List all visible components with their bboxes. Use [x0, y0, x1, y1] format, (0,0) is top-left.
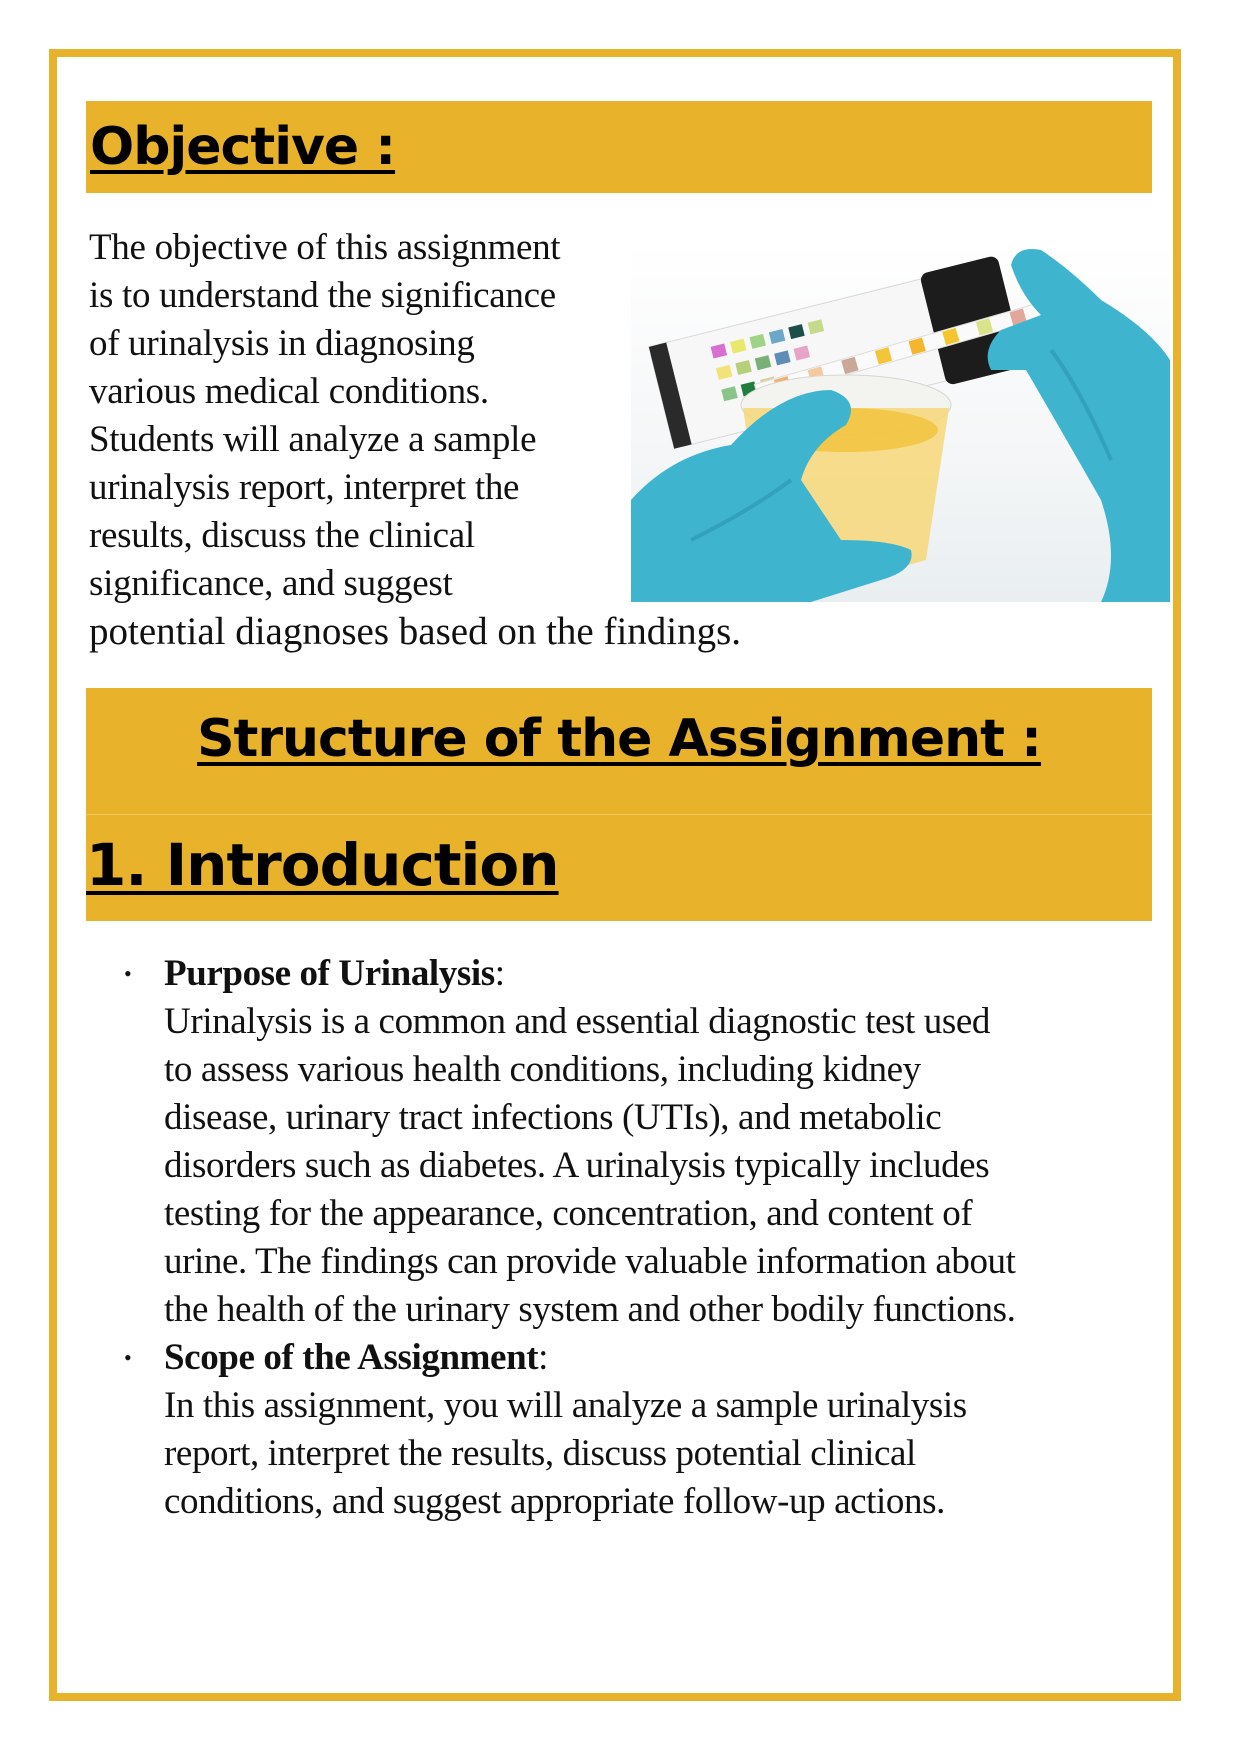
objective-line: is to understand the significance	[89, 275, 556, 316]
urinalysis-photo	[631, 240, 1170, 602]
item-line: testing for the appearance, concentration, and content of	[164, 1193, 973, 1234]
objective-heading-bar	[86, 101, 1152, 193]
item-line: to assess various health conditions, including kidney	[164, 1049, 921, 1090]
list-item-scope	[114, 1334, 1174, 1526]
objective-line: significance, and suggest	[89, 563, 453, 604]
objective-line: urinalysis report, interpret the	[89, 467, 520, 508]
objective-last-line: potential diagnoses based on the findings.	[89, 610, 742, 653]
item-colon: :	[538, 1337, 549, 1378]
item-line: disorders such as diabetes. A urinalysis typically includes	[164, 1145, 990, 1186]
introduction-heading-bar	[86, 814, 1152, 921]
introduction-heading: 1. Introduction	[86, 831, 559, 899]
bullet-icon: •	[124, 1345, 132, 1370]
urinalysis-illustration-icon	[631, 240, 1170, 602]
item-line: conditions, and suggest appropriate follow-up actions.	[164, 1481, 945, 1522]
item-colon: :	[494, 953, 505, 994]
objective-line: various medical conditions.	[89, 371, 489, 412]
item-line: Urinalysis is a common and essential diagnostic test used	[164, 1001, 990, 1042]
item-title: Purpose of Urinalysis	[164, 953, 495, 994]
objective-paragraph	[89, 224, 649, 608]
bullet-icon: •	[124, 961, 132, 986]
item-line: urine. The findings can provide valuable information about	[164, 1241, 1016, 1282]
item-line: report, interpret the results, discuss potential clinical	[164, 1433, 916, 1474]
objective-line: of urinalysis in diagnosing	[89, 323, 475, 364]
item-title: Scope of the Assignment	[164, 1337, 539, 1378]
list-item-purpose	[114, 950, 1174, 1334]
objective-heading: Objective :	[90, 117, 396, 177]
objective-line: The objective of this assignment	[89, 227, 561, 268]
objective-line: results, discuss the clinical	[89, 515, 475, 556]
structure-heading: Structure of the Assignment :	[197, 709, 1041, 769]
objective-line: Students will analyze a sample	[89, 419, 537, 460]
item-line: disease, urinary tract infections (UTIs), and metabolic	[164, 1097, 942, 1138]
item-line: In this assignment, you will analyze a sample urinalysis	[164, 1385, 967, 1426]
item-line: the health of the urinary system and other bodily functions.	[164, 1289, 1016, 1330]
introduction-list	[114, 950, 1174, 1526]
structure-heading-bar	[86, 688, 1152, 814]
